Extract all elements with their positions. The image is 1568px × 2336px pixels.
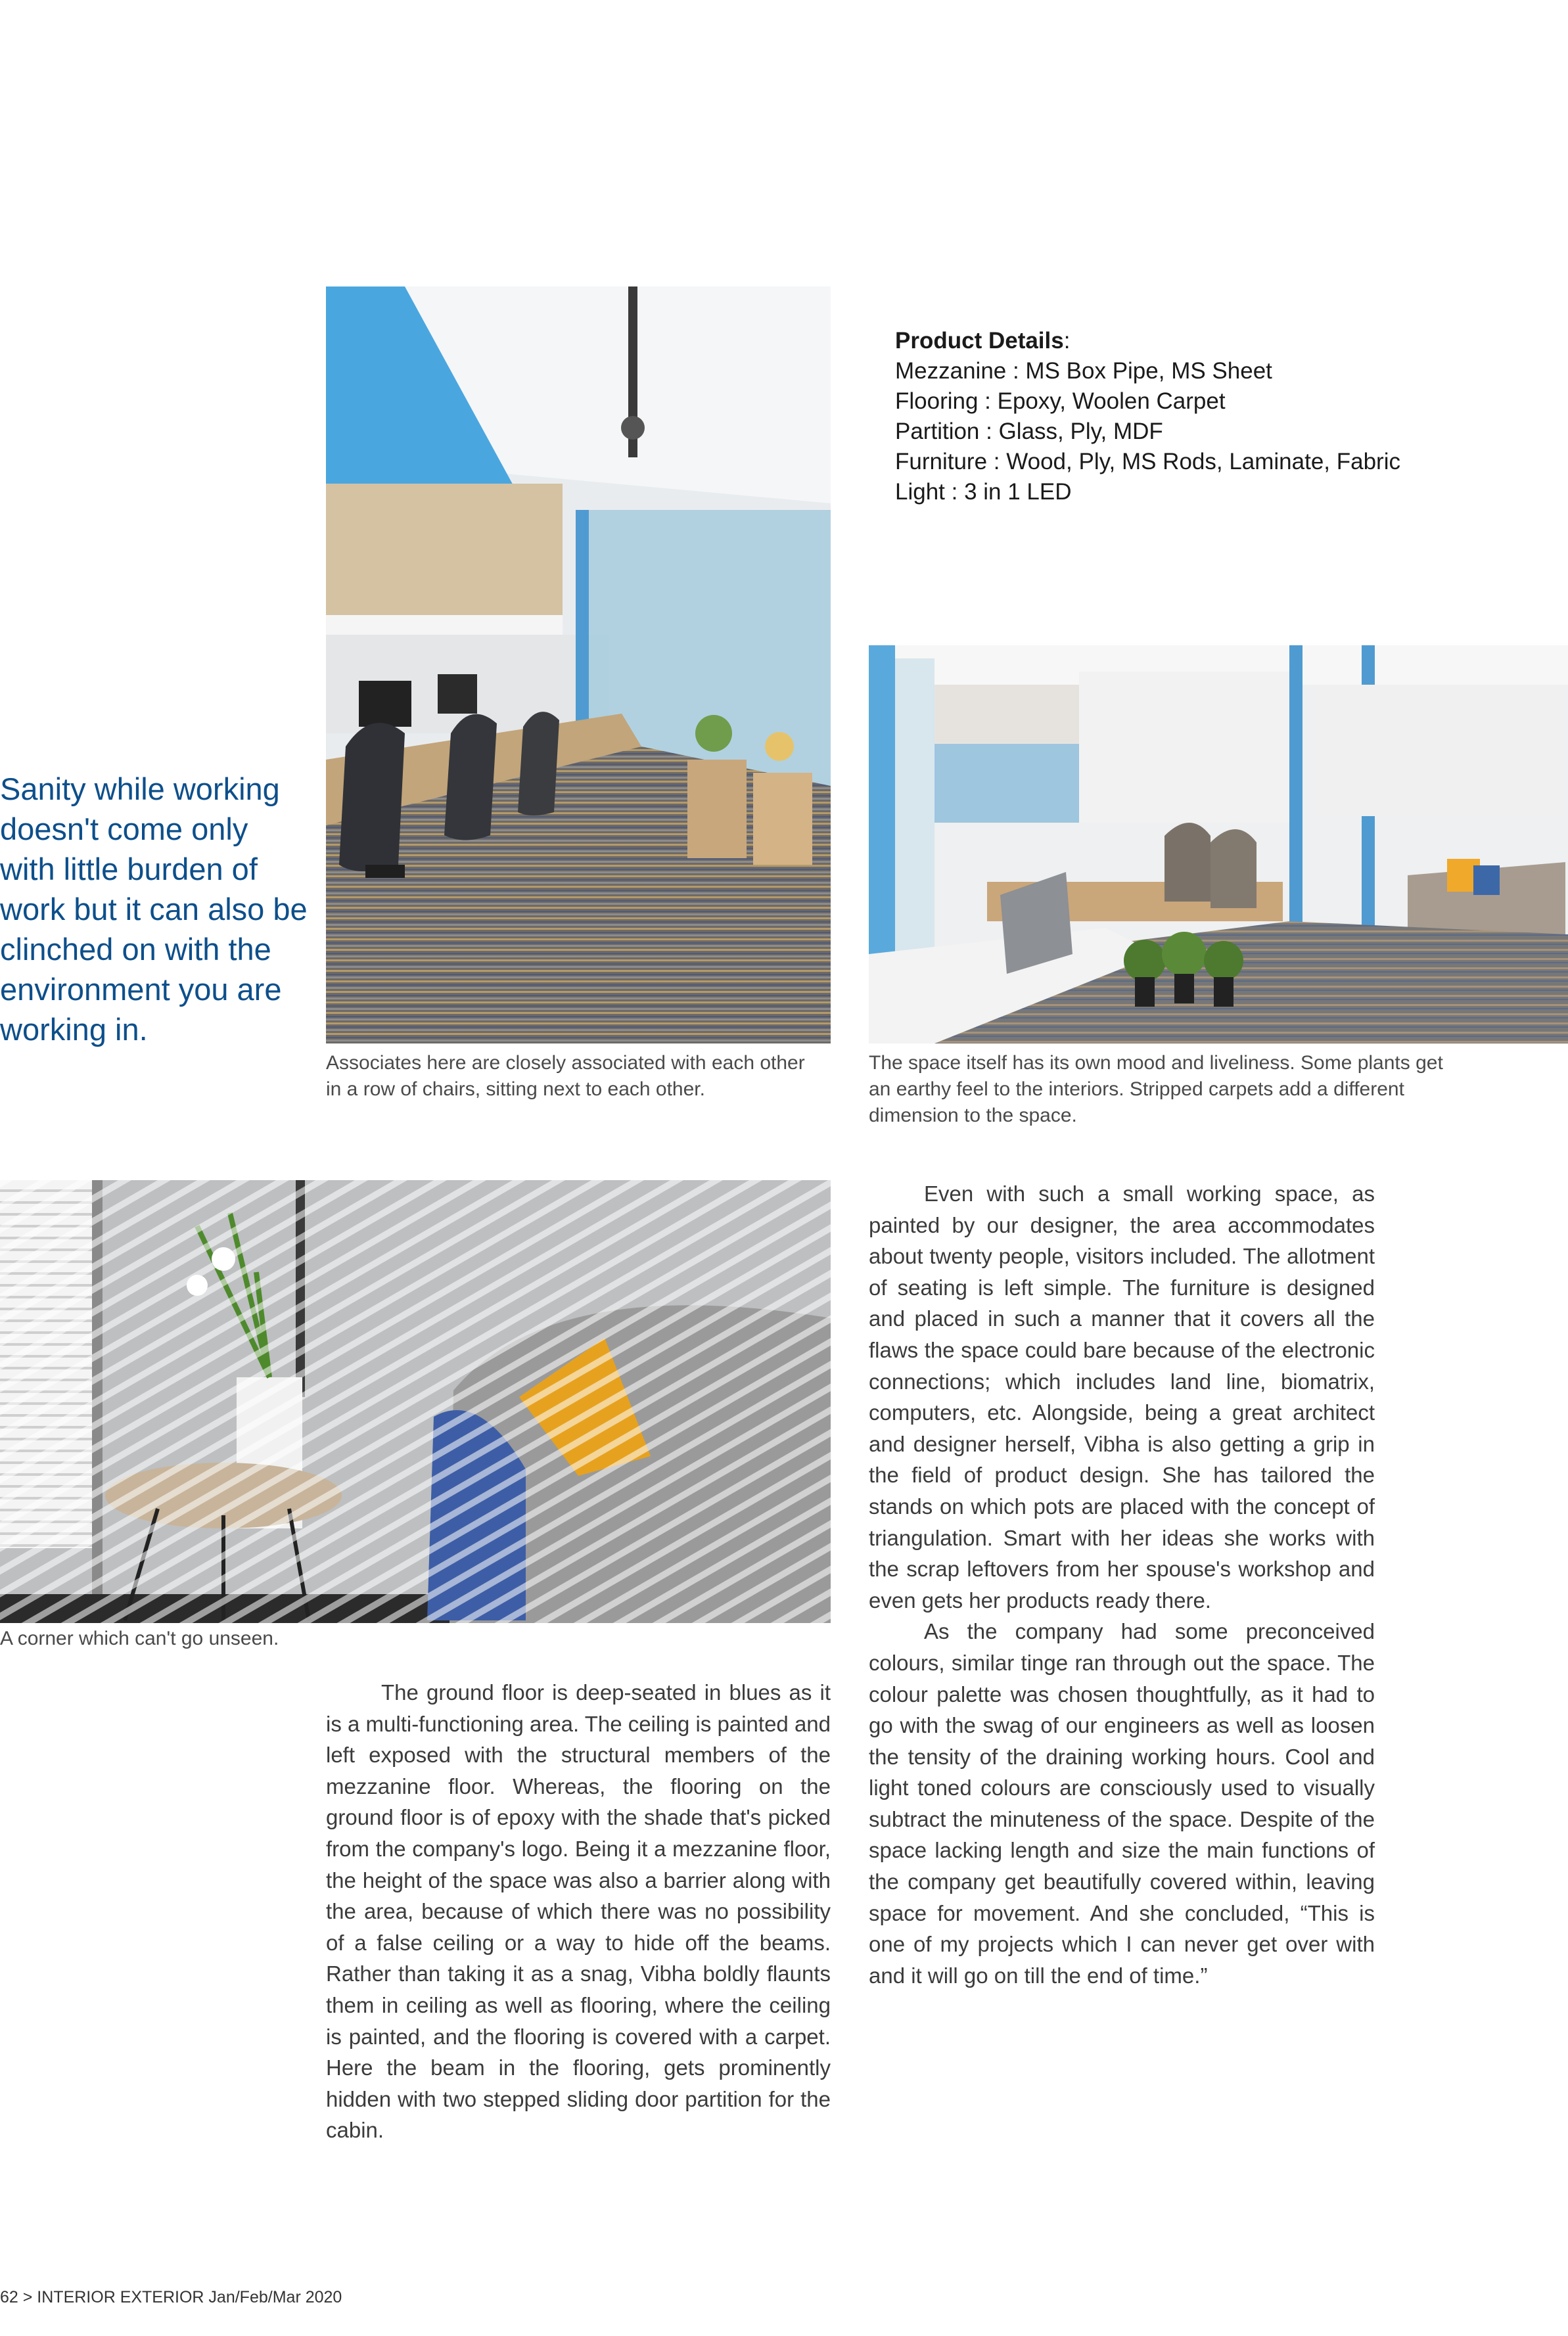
pull-quote: Sanity while working doesn't come only with little burden of work but it can also be clinched on with the environment you are working in. — [0, 771, 308, 1047]
caption-corner: A corner which can't go unseen. — [0, 1628, 279, 1649]
body-column-left — [326, 1677, 831, 2146]
product-detail-furniture: Furniture : Wood, Ply, MS Rods, Laminate, Fabric — [895, 449, 1400, 474]
body-paragraph: Even with such a small working space, as painted by our designer, the area accommodates about twenty people, visitors included. The allotment of seating is left simple. The furniture is designed and placed in such a manner that it covers all the flaws the space could bare because of the electronic connections; which includes land line, biomatrix, computers, etc. Alongside, being a great architect and designer herself, Vibha is also getting a grip in the field of product design. She has tailored the stands on which pots are placed with the concept of triangulation. Smart with her ideas she works with the scrap leftovers from her spouse's workshop and even gets her products ready there. — [869, 1181, 1375, 1613]
body-paragraph: As the company had some preconceived colours, similar tinge ran through out the space. The colour palette was chosen thoughtfully, as it had to go with the swag of our engineers as well as loosen the tensity of the draining working hours. Cool and light toned colours are consciously used to visually subtract the minuteness of the space. Despite of the space lacking length and size the main functions of the company get beautifully covered within, leaving space for movement. And she concluded, “This is one of my projects which I can never get over with and it will go on till the end of time.” — [869, 1619, 1375, 1988]
photo-workstations — [326, 286, 831, 1043]
product-detail-light: Light : 3 in 1 LED — [895, 479, 1072, 505]
body-column-right — [869, 1178, 1375, 1991]
caption-workstations: Associates here are closely associated with each other in a row of chairs, sitting next to each other. — [326, 1052, 805, 1100]
product-detail-flooring: Flooring : Epoxy, Woolen Carpet — [895, 388, 1226, 414]
product-detail-partition: Partition : Glass, Ply, MDF — [895, 419, 1163, 444]
caption-cabin: The space itself has its own mood and liveliness. Some plants get an earthy feel to the interiors. Stripped carpets add a different dimension to the space. — [869, 1052, 1443, 1126]
product-details-title: Product Details — [895, 328, 1064, 354]
photo-cabin — [869, 645, 1568, 1043]
body-paragraph: The ground floor is deep-seated in blues as it is a multi-functioning area. The ceiling is painted and left exposed with the structural members of the mezzanine floor. Whereas, the flooring on the ground floor is of epoxy with the shade that's picked from the company's logo. Being it a mezzanine floor, the height of the space was also a barrier along with the area, because of which there was no possibility of a false ceiling or a way to hide off the beams. Rather than taking it as a snag, Vibha boldly flaunts them in ceiling as well as flooring, where the ceiling is painted, and the flooring is covered with a carpet. Here the beam in the flooring, gets prominently hidden with two stepped sliding door partition for the cabin. — [326, 1680, 831, 2143]
product-detail-mezzanine: Mezzanine : MS Box Pipe, MS Sheet — [895, 358, 1272, 384]
product-details: Product Details: Mezzanine : MS Box Pipe, MS Sheet Flooring : Epoxy, Woolen Carpet Partition : Glass, Ply, MDF Furniture : Wood, Ply, MS Rods, Laminate, Fabric Light : 3 in 1 LED — [895, 326, 1487, 507]
photo-corner — [0, 1180, 831, 1623]
page-folio: 62 > INTERIOR EXTERIOR Jan/Feb/Mar 2020 — [0, 2288, 342, 2306]
